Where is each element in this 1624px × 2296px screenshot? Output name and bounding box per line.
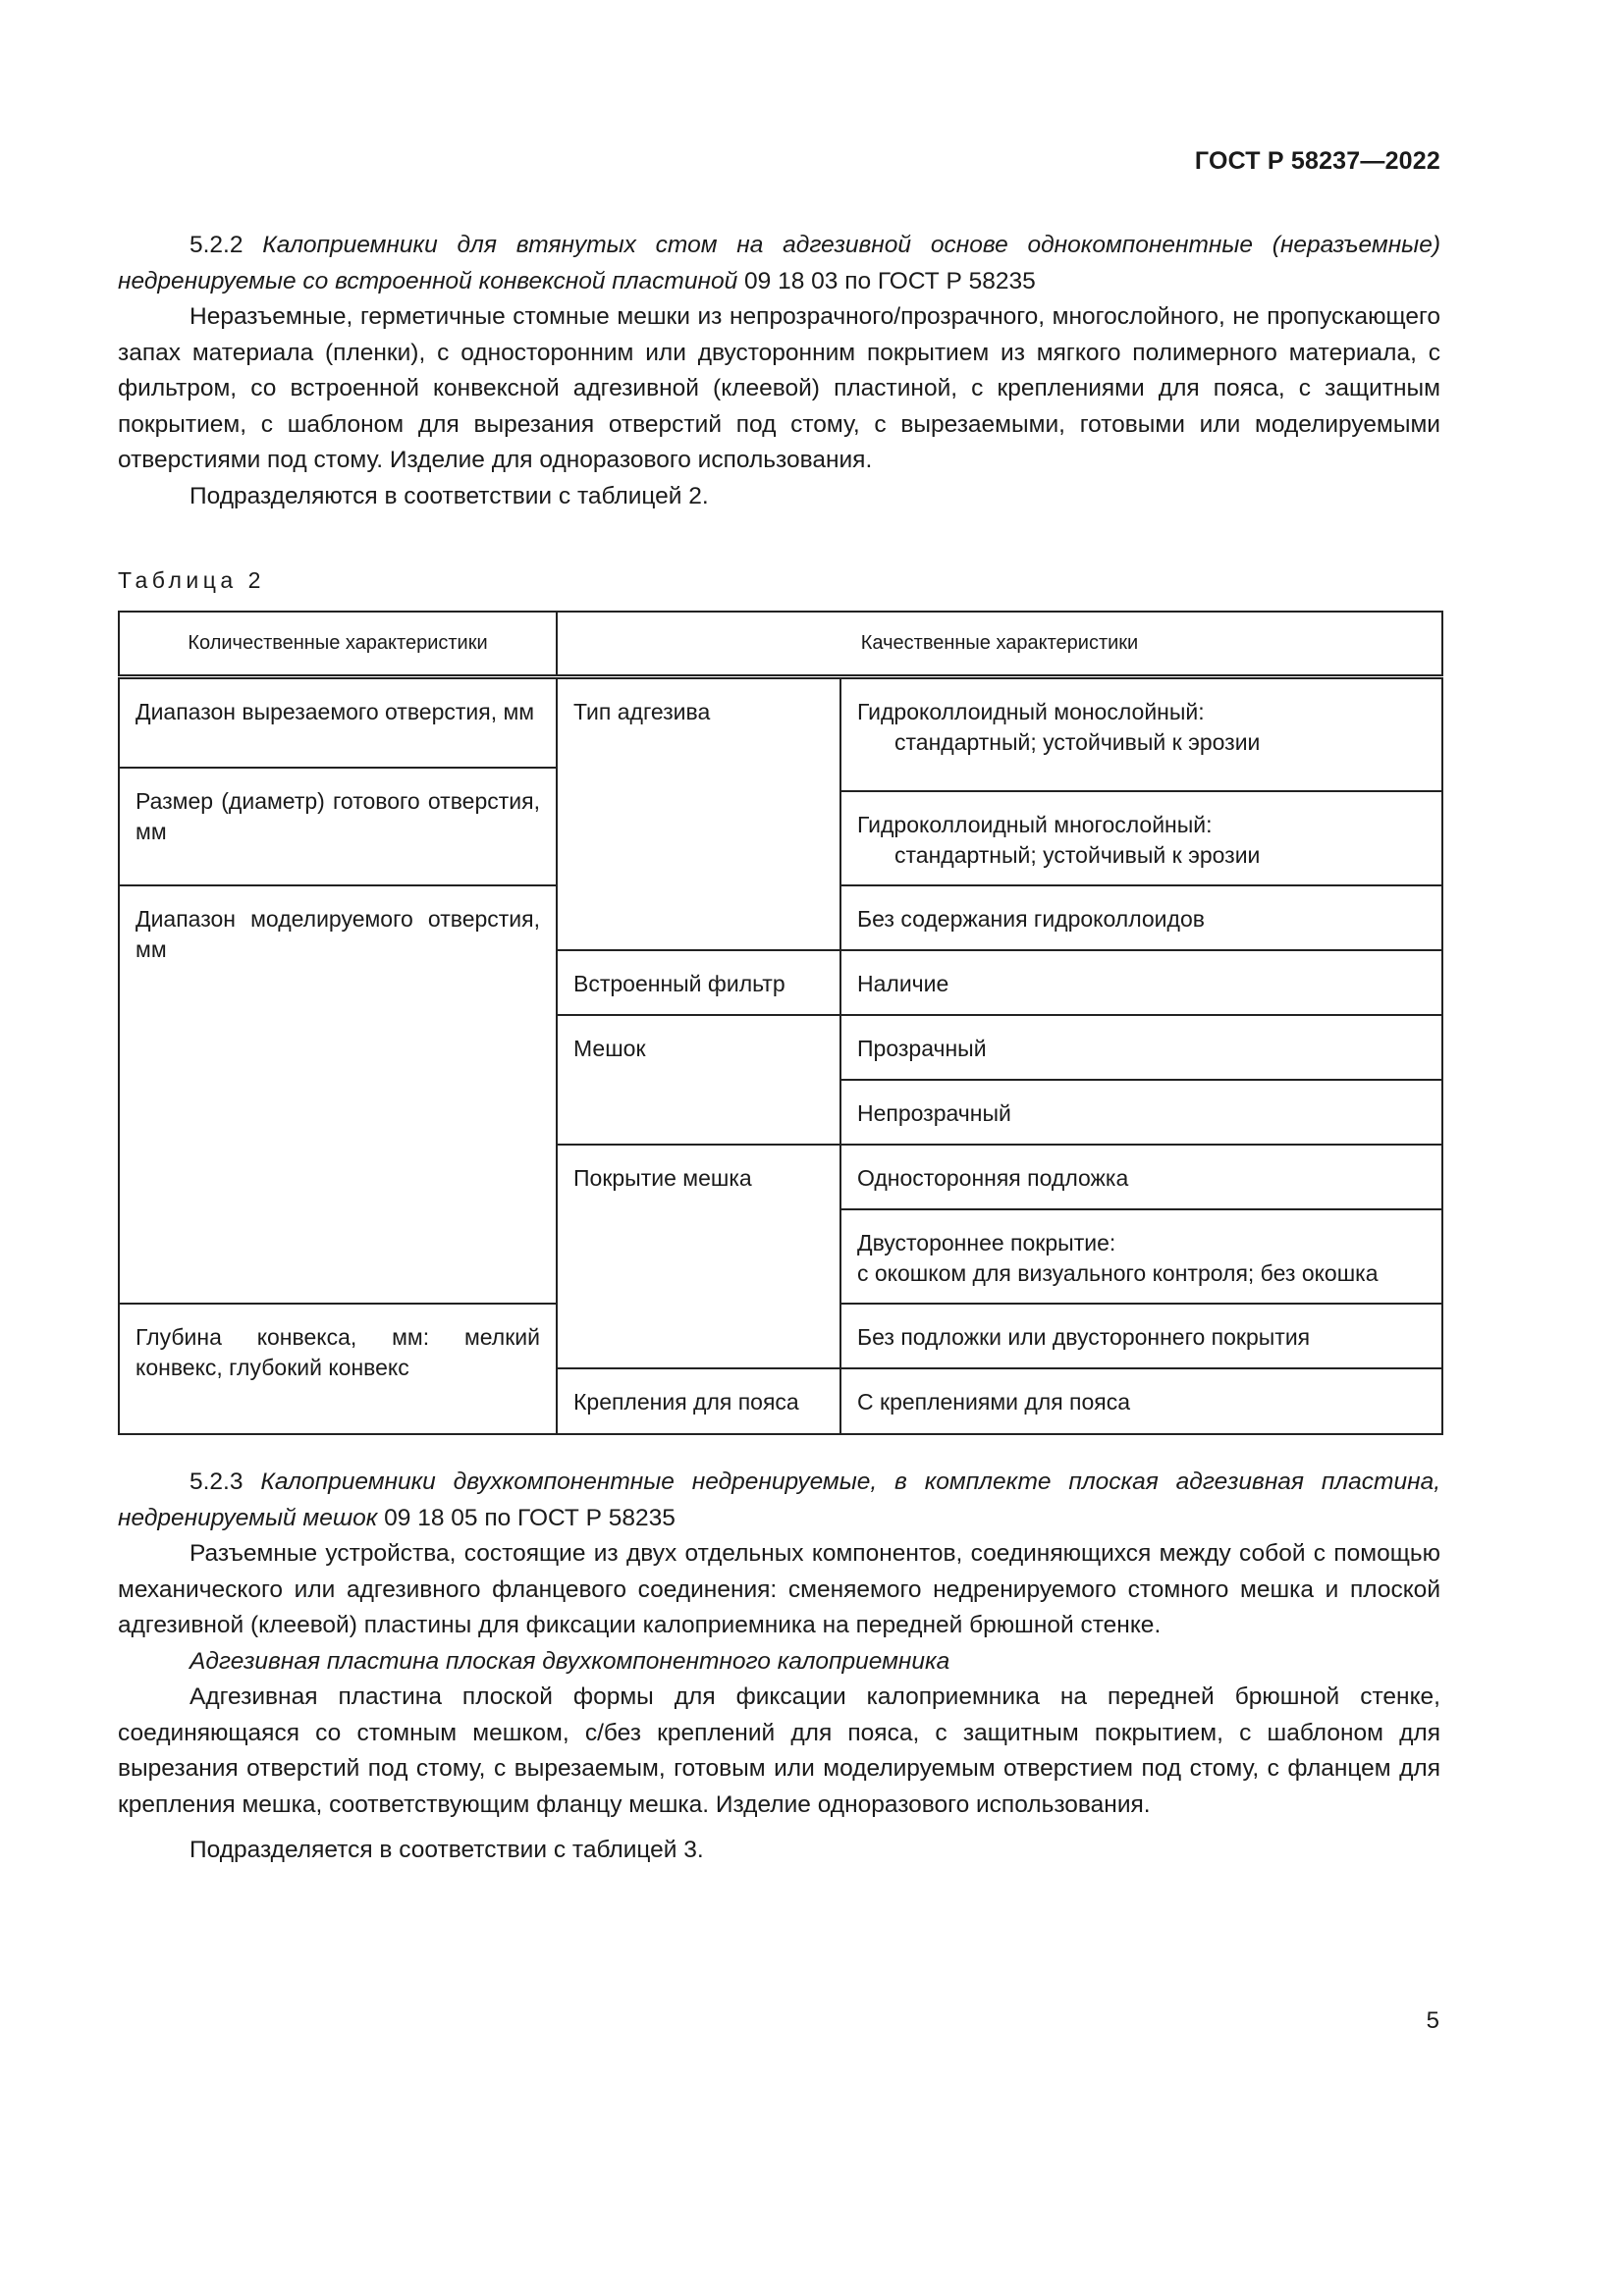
- table-caption: Таблица 2: [118, 567, 265, 593]
- group-cell-bag: Мешок: [557, 1015, 840, 1145]
- section-body: Неразъемные, герметичные стомные мешки из непрозрачного/прозрачного, многослойного, не пропускающего запах материала (пленки), с односторонним или двусторонним покрытием из мягкого полимерного материала, с фильтром, со встроенной конвексной адгезивной (клеевой) пластиной, с креплениями для пояса, с защитным покрытием, с шаблоном для вырезания отверстий под стому, с вырезаемыми, готовыми или моделируемыми отверстиями под стому. Изделие для одноразового использования.: [118, 303, 1440, 473]
- value-cell-opaque: Непрозрачный: [840, 1080, 1442, 1145]
- section-5-2-2: [118, 228, 1440, 514]
- document-code-header: ГОСТ Р 58237—2022: [1194, 147, 1440, 175]
- value-subtext: стандартный; устойчивый к эрозии: [894, 842, 1261, 868]
- value-cell-hydro-mono: [840, 676, 1442, 791]
- header-quantitative: Количественные характеристики: [119, 612, 557, 676]
- quant-cell: Размер (диаметр) готового отверстия, мм: [119, 768, 557, 885]
- classification-code: 09 18 05 по ГОСТ Р 58235: [384, 1504, 676, 1531]
- group-cell-adhesive: Тип адгезива: [557, 676, 840, 950]
- section-body-2: Адгезивная пластина плоской формы для фиксации калоприемника на передней брюшной стенке, соединяющаяся со стомным мешком, с/без креплений для пояса, с защитным покрытием, с шаблоном для вырезания отверстий под стому, с вырезаемым, готовым или моделируемым отверстием под стому, с фланцем для крепления мешка, соответствующим фланцу мешка. Изделие одноразового использования.: [118, 1683, 1440, 1818]
- subheading: [118, 1644, 1440, 1681]
- quant-cell: Глубина конвекса, мм: мелкий конвекс, глубокий конвекс: [119, 1304, 557, 1434]
- value-text: Гидроколлоидный многослойный:: [857, 812, 1213, 837]
- value-text: Двустороннее покрытие:: [857, 1230, 1116, 1255]
- section-5-2-3-heading: [118, 1465, 1440, 1536]
- value-cell-no-hydro: Без содержания гидроколлоидов: [840, 885, 1442, 950]
- group-cell-coating: Покрытие мешка: [557, 1145, 840, 1368]
- characteristics-table: [118, 611, 1443, 1435]
- subheading-text: Адгезивная пластина плоская двухкомпонентного калоприемника: [189, 1647, 950, 1675]
- quant-cell: Диапазон моделируемого отверстия, мм: [119, 885, 557, 1304]
- value-subtext: с окошком для визуального контроля; без окошка: [857, 1260, 1379, 1286]
- section-title: Калоприемники для втянутых стом на адгезивной основе однокомпонентные (неразъемные) недренируемые со встроенной конвексной пластиной: [118, 232, 1440, 294]
- classification-code: 09 18 03 по ГОСТ Р 58235: [744, 267, 1036, 294]
- value-cell-one-side: Односторонняя подложка: [840, 1145, 1442, 1209]
- value-text: Гидроколлоидный монослойный:: [857, 698, 1205, 724]
- group-cell-belt: Крепления для пояса: [557, 1368, 840, 1434]
- section-title: Калоприемники двухкомпонентные недренируемые, в комплекте плоская адгезивная пластина, недренируемый мешок: [118, 1468, 1440, 1531]
- section-subdivision: Подразделяются в соответствии с таблицей 2.: [189, 482, 709, 509]
- group-cell-filter: Встроенный фильтр: [557, 950, 840, 1015]
- value-cell-transparent: Прозрачный: [840, 1015, 1442, 1080]
- header-qualitative: Качественные характеристики: [557, 612, 1442, 676]
- quant-cell: Диапазон вырезаемого отверстия, мм: [119, 676, 557, 768]
- value-cell-hydro-multi: [840, 791, 1442, 885]
- value-cell-presence: Наличие: [840, 950, 1442, 1015]
- section-5-2-2-heading: [118, 228, 1440, 299]
- section-subdivision: Подразделяется в соответствии с таблицей 3.: [189, 1837, 704, 1863]
- value-cell-belt: С креплениями для пояса: [840, 1368, 1442, 1434]
- value-cell-none: Без подложки или двустороннего покрытия: [840, 1304, 1442, 1368]
- value-subtext: стандартный; устойчивый к эрозии: [894, 728, 1261, 755]
- section-number: 5.2.3: [189, 1468, 244, 1495]
- page-number: 5: [1426, 2007, 1439, 2034]
- value-cell-two-side: [840, 1209, 1442, 1304]
- section-number: 5.2.2: [189, 232, 244, 258]
- section-5-2-3: [118, 1465, 1440, 1869]
- section-body: Разъемные устройства, состоящие из двух отдельных компонентов, соединяющихся между собой с помощью механического или адгезивного фланцевого соединения: сменяемого недренируемого стомного мешка и плоской адгезивной (клеевой) пластины для фиксации калоприемника на передней брюшной стенке.: [118, 1540, 1440, 1638]
